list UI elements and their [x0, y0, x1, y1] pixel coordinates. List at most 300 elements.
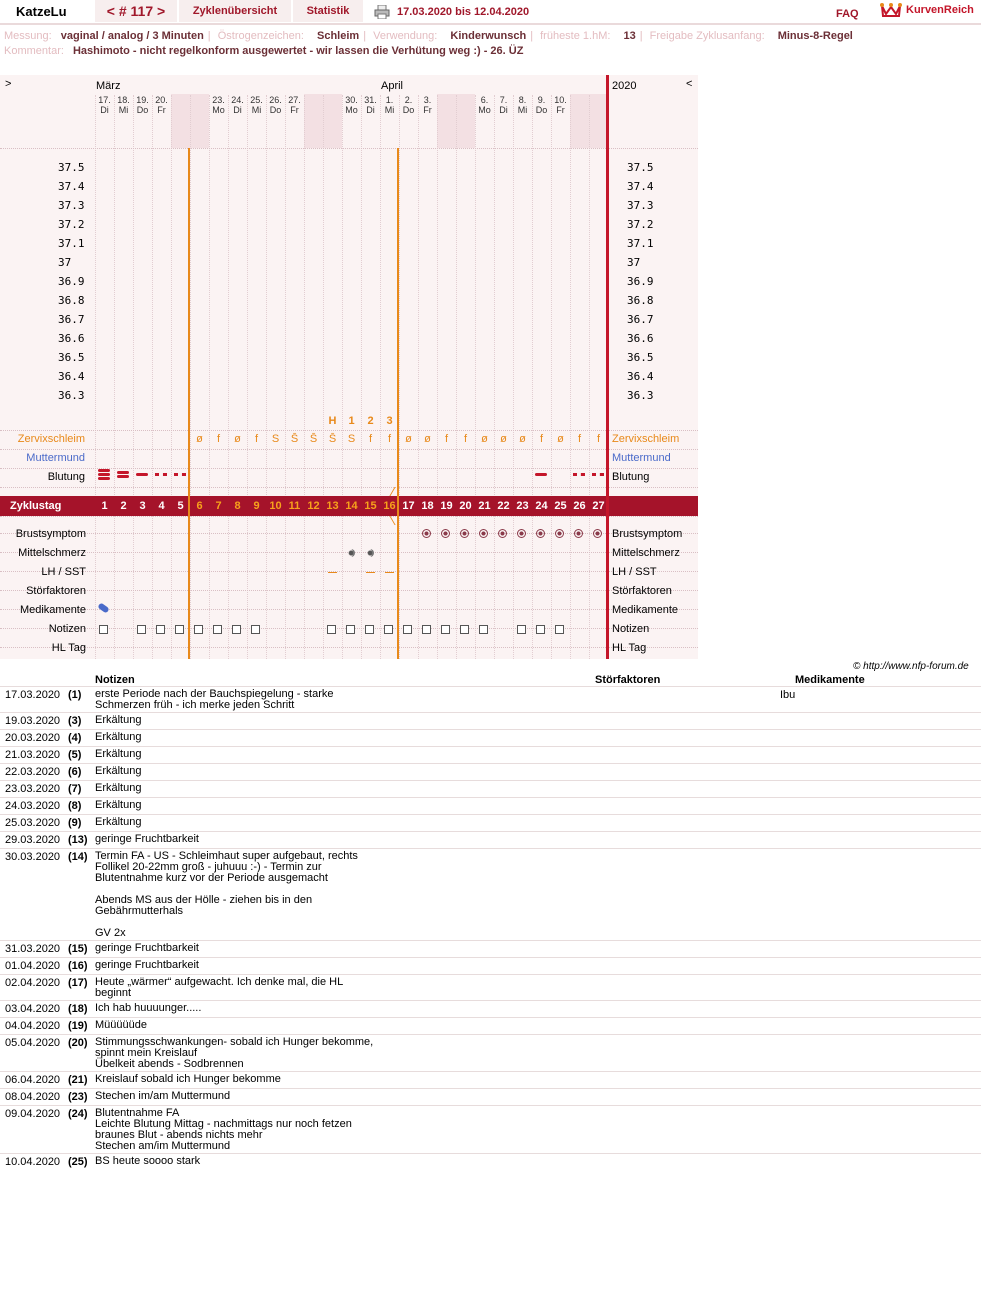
- day-weekday: Fr: [556, 105, 565, 115]
- row-label-mittel: Mittelschmerz: [18, 547, 86, 559]
- row-label-notizen-right: Notizen: [612, 623, 650, 635]
- note-cycle-day: (20): [68, 1037, 88, 1049]
- note-text: Erkältung: [95, 765, 142, 777]
- brand-logo: KurvenReich: [906, 4, 974, 16]
- note-date: 04.04.2020: [5, 1020, 61, 1032]
- pain-icon: [347, 549, 355, 557]
- row-label-hl: HL Tag: [51, 642, 86, 654]
- row-label-medi-right: Medikamente: [612, 604, 679, 616]
- oestrogen-label: Östrogenzeichen:: [217, 30, 304, 42]
- orange-line-1: [188, 148, 190, 659]
- note-date: 25.03.2020: [5, 817, 61, 829]
- zervix-value: ø: [557, 433, 564, 445]
- grid-column-line: [209, 95, 210, 659]
- breast-symptom-icon: [422, 529, 431, 538]
- peak-label: 3: [386, 415, 393, 427]
- note-cycle-day: (21): [68, 1074, 88, 1086]
- temp-tick-left: 36.6: [58, 332, 85, 345]
- zervix-value: ø: [481, 433, 488, 445]
- note-row: [0, 763, 981, 781]
- note-cycle-day: (8): [68, 800, 82, 812]
- blood-mark: [535, 473, 547, 476]
- note-text: erste Periode nach der Bauchspiegelung - starke Schmerzen früh - ich merke jeden Schritt: [95, 688, 334, 711]
- temp-tick-left: 37.2: [58, 218, 85, 231]
- note-date: 06.04.2020: [5, 1074, 61, 1086]
- grid-column-line: [589, 95, 590, 659]
- row-label-muttermund: Muttermund: [26, 452, 85, 464]
- note-cycle-day: (17): [68, 977, 88, 989]
- day-number: 26.: [269, 95, 282, 105]
- grid-row-line: [0, 487, 698, 488]
- note-text: Blutentnahme FA Leichte Blutung Mittag - nachmittags nur noch fetzen braunes Blut - abends nichts mehr Stechen am/im Muttermund: [95, 1107, 352, 1152]
- printer-icon[interactable]: [374, 5, 390, 19]
- temp-tick-right: 37.3: [627, 199, 654, 212]
- day-header-cell: [95, 95, 114, 115]
- weekend-shade: [570, 94, 589, 148]
- note-date: 19.03.2020: [5, 715, 61, 727]
- temp-tick-right: 36.6: [627, 332, 654, 345]
- day-weekday: Di: [366, 105, 375, 115]
- note-icon: [99, 625, 108, 634]
- day-number: 10.: [554, 95, 567, 105]
- temp-tick-right: 36.7: [627, 313, 654, 326]
- breast-symptom-icon: [441, 529, 450, 538]
- weekend-shade: [456, 94, 475, 148]
- grid-column-line: [285, 95, 286, 659]
- zyklustag-value: 5: [177, 500, 184, 512]
- orange-line-2: [397, 148, 399, 659]
- note-text: Erkältung: [95, 799, 142, 811]
- zyklustag-value: 18: [421, 500, 434, 512]
- day-weekday: Do: [535, 105, 548, 115]
- day-weekday: Mo: [345, 105, 358, 115]
- note-date: 02.04.2020: [5, 977, 61, 989]
- zyklustag-value: 3: [139, 500, 146, 512]
- temp-tick-left: 37.5: [58, 161, 85, 174]
- day-weekday: Mo: [478, 105, 491, 115]
- day-header-cell: [380, 95, 399, 115]
- note-date: 09.04.2020: [5, 1108, 61, 1120]
- weekend-shade: [437, 94, 456, 148]
- copyright[interactable]: © http://www.nfp-forum.de: [853, 661, 969, 672]
- note-icon: [213, 625, 222, 634]
- grid-column-line: [266, 95, 267, 659]
- lh-mark: [328, 572, 337, 573]
- note-date: 30.03.2020: [5, 851, 61, 863]
- zyklustag-value: 22: [497, 500, 510, 512]
- note-icon: [536, 625, 545, 634]
- row-label-blutung: Blutung: [47, 471, 85, 483]
- note-cycle-day: (5): [68, 749, 82, 761]
- day-weekday: Do: [269, 105, 282, 115]
- zyklustag-value: 17: [402, 500, 415, 512]
- zyklustag-value: 14: [345, 500, 358, 512]
- note-row: [0, 686, 981, 713]
- temp-tick-left: 37: [58, 256, 72, 269]
- zyklustag-label: Zyklustag: [10, 500, 62, 512]
- note-cycle-day: (16): [68, 960, 88, 972]
- row-label-mittel-right: Mittelschmerz: [612, 547, 680, 559]
- spotting-mark: [573, 473, 585, 476]
- temp-tick-right: 36.3: [627, 389, 654, 402]
- note-cycle-day: (13): [68, 834, 88, 846]
- cycle-end-line: [606, 75, 609, 659]
- temp-tick-left: 36.8: [58, 294, 85, 307]
- day-header-cell: [361, 95, 380, 115]
- top-bar: [0, 0, 981, 24]
- temp-tick-left: 37.4: [58, 180, 85, 193]
- grid-row-line: [0, 590, 698, 591]
- zyklustag-value: 12: [307, 500, 320, 512]
- note-row: [0, 1153, 981, 1171]
- cycle-bracket: [389, 516, 402, 525]
- freigabe-label: Freigabe Zyklusanfang:: [649, 30, 765, 42]
- row-label-stoer-right: Störfaktoren: [612, 585, 672, 597]
- notes-header-stoer: Störfaktoren: [595, 674, 661, 686]
- weekend-shade: [190, 94, 209, 148]
- note-date: 23.03.2020: [5, 783, 61, 795]
- grid-column-line: [171, 95, 172, 659]
- day-weekday: Fr: [290, 105, 299, 115]
- note-row: [0, 974, 981, 1001]
- fh-value: 13: [623, 30, 636, 42]
- day-header-cell: [532, 95, 551, 115]
- row-label-muttermund-right: Muttermund: [612, 452, 671, 464]
- day-number: 1.: [385, 95, 394, 105]
- day-number: 24.: [231, 95, 244, 105]
- blood-mark: [98, 477, 110, 480]
- temp-tick-left: 36.4: [58, 370, 85, 383]
- day-header-cell: [513, 95, 532, 115]
- chart-nav-left[interactable]: >: [5, 78, 12, 90]
- note-row: [0, 780, 981, 798]
- breast-symptom-icon: [479, 529, 488, 538]
- note-row: [0, 814, 981, 832]
- day-header-cell: [209, 95, 228, 115]
- grid-column-line: [551, 95, 552, 659]
- note-text: Heute „wärmer“ aufgewacht. Ich denke mal, die HL beginnt: [95, 976, 344, 999]
- spotting-mark: [155, 473, 167, 476]
- year-label: 2020: [612, 80, 637, 92]
- breast-symptom-icon: [536, 529, 545, 538]
- note-row: [0, 712, 981, 730]
- day-header-cell: [266, 95, 285, 115]
- row-label-zervix-right: Zervixschleim: [612, 433, 680, 445]
- grid-row-line: [0, 516, 698, 517]
- kommentar-label: Kommentar:: [4, 45, 64, 57]
- note-row: [0, 1088, 981, 1106]
- note-icon: [479, 625, 488, 634]
- note-text: Ich hab huuuunger.....: [95, 1002, 202, 1014]
- grid-column-line: [399, 95, 400, 659]
- day-weekday: Di: [100, 105, 109, 115]
- grid-column-line: [133, 95, 134, 659]
- note-icon: [232, 625, 241, 634]
- zervix-value: ø: [234, 433, 241, 445]
- blood-mark: [98, 469, 110, 472]
- grid-column-line: [190, 95, 191, 659]
- temp-tick-right: 36.9: [627, 275, 654, 288]
- temp-tick-left: 37.3: [58, 199, 85, 212]
- zyklustag-value: 8: [234, 500, 241, 512]
- note-icon: [384, 625, 393, 634]
- note-text: Erkältung: [95, 782, 142, 794]
- note-medication: Ibu: [780, 689, 796, 701]
- day-weekday: Mi: [384, 105, 395, 115]
- note-row: [0, 957, 981, 975]
- verwendung-label: Verwendung:: [373, 30, 438, 42]
- zyklustag-value: 11: [288, 500, 301, 512]
- day-weekday: Do: [402, 105, 415, 115]
- note-text: Erkältung: [95, 748, 142, 760]
- tab-cycle-overview[interactable]: Zyklenübersicht: [179, 0, 291, 22]
- day-number: 2.: [404, 95, 413, 105]
- note-text: Stimmungsschwankungen- sobald ich Hunger bekomme, spinnt mein Kreislauf Übelkeit abends - Sodbrennen: [95, 1036, 374, 1070]
- grid-column-line: [532, 95, 533, 659]
- peak-label: H: [328, 415, 337, 427]
- grid-column-line: [494, 95, 495, 659]
- peak-label: 2: [367, 415, 374, 427]
- note-cycle-day: (25): [68, 1156, 88, 1168]
- breast-symptom-icon: [460, 529, 469, 538]
- day-header-cell: [494, 95, 513, 115]
- verwendung-value: Kinderwunsch: [450, 30, 527, 42]
- zyklustag-value: 27: [592, 500, 605, 512]
- zyklustag-value: 1: [101, 500, 108, 512]
- row-label-zervix: Zervixschleim: [17, 433, 85, 445]
- day-number: 8.: [518, 95, 527, 105]
- grid-column-line: [95, 95, 96, 659]
- zyklustag-value: 21: [478, 500, 491, 512]
- note-date: 20.03.2020: [5, 732, 61, 744]
- note-icon: [441, 625, 450, 634]
- zyklustag-value: 4: [158, 500, 165, 512]
- temp-tick-left: 36.5: [58, 351, 85, 364]
- zervix-value: f: [444, 433, 449, 445]
- temp-tick-right: 36.8: [627, 294, 654, 307]
- zyklustag-value: 26: [573, 500, 586, 512]
- meta-line-1: Messung: vaginal / analog / 3 Minuten | Östrogenzeichen: Schleim | Verwendung: Kinderwunsch | früheste 1.hM: 13 | Freigabe Zyklusanfang: Minus-8-Regel: [4, 30, 853, 42]
- note-cycle-day: (24): [68, 1108, 88, 1120]
- cycle-bracket: [389, 487, 402, 496]
- day-weekday: Mi: [517, 105, 528, 115]
- zyklustag-value: 7: [215, 500, 222, 512]
- note-text: Termin FA - US - Schleimhaut super aufgebaut, rechts Follikel 20-22mm groß - juhuuu :-) - Termin zur Blutentnahme kurz vor der Periode ausgemacht Abends MS aus der Hölle - ziehen bis in den Gebährmutterhals GV 2x: [95, 850, 358, 939]
- day-number: 27.: [288, 95, 301, 105]
- note-icon: [365, 625, 374, 634]
- row-label-hl-right: HL Tag: [612, 642, 647, 654]
- day-number: 30.: [345, 95, 358, 105]
- note-date: 21.03.2020: [5, 749, 61, 761]
- temp-tick-right: 37: [627, 256, 641, 269]
- day-weekday: Mo: [212, 105, 225, 115]
- row-label-medi: Medikamente: [19, 604, 86, 616]
- note-row: [0, 729, 981, 747]
- grid-column-line: [342, 95, 343, 659]
- row-label-blutung-right: Blutung: [612, 471, 650, 483]
- note-icon: [251, 625, 260, 634]
- note-date: 24.03.2020: [5, 800, 61, 812]
- zyklustag-value: 2: [120, 500, 127, 512]
- note-icon: [422, 625, 431, 634]
- grid-column-line: [380, 95, 381, 659]
- zyklustag-value: 24: [535, 500, 548, 512]
- day-header-cell: [247, 95, 266, 115]
- day-header-cell: [152, 95, 171, 115]
- grid-row-line: [0, 148, 698, 149]
- zyklustag-value: 6: [196, 500, 203, 512]
- note-row: [0, 1071, 981, 1089]
- row-label-brust: Brustsymptom: [15, 528, 86, 540]
- grid-column-line: [361, 95, 362, 659]
- zyklustag-value: 20: [459, 500, 472, 512]
- note-icon: [194, 625, 203, 634]
- temp-tick-right: 36.5: [627, 351, 654, 364]
- note-cycle-day: (14): [68, 851, 88, 863]
- note-date: 08.04.2020: [5, 1091, 61, 1103]
- zervix-value: S: [347, 433, 356, 445]
- zervix-value: S̄: [309, 433, 318, 445]
- note-icon: [403, 625, 412, 634]
- blood-mark: [136, 473, 148, 476]
- weekend-shade: [171, 94, 190, 148]
- cycle-nav[interactable]: < # 117 >: [95, 0, 177, 22]
- temp-tick-right: 36.4: [627, 370, 654, 383]
- note-text: Kreislauf sobald ich Hunger bekomme: [95, 1073, 281, 1085]
- day-weekday: Fr: [423, 105, 432, 115]
- weekend-shade: [304, 94, 323, 148]
- note-cycle-day: (23): [68, 1091, 88, 1103]
- messung-label: Messung:: [4, 30, 52, 42]
- tab-statistics[interactable]: Statistik: [293, 0, 363, 22]
- pill-icon: [97, 602, 109, 613]
- notes-header-medi: Medikamente: [795, 674, 865, 686]
- username: KatzeLu: [16, 4, 67, 19]
- grid-column-line: [228, 95, 229, 659]
- note-text: Erkältung: [95, 731, 142, 743]
- zervix-value: ø: [500, 433, 507, 445]
- pain-icon: [366, 549, 374, 557]
- note-icon: [327, 625, 336, 634]
- note-row: [0, 1017, 981, 1035]
- grid-row-line: [0, 449, 698, 450]
- spotting-mark: [174, 473, 186, 476]
- spotting-mark: [592, 473, 604, 476]
- row-label-lh-right: LH / SST: [612, 566, 657, 578]
- zervix-value: S̄: [290, 433, 299, 445]
- zyklustag-value: 13: [326, 500, 339, 512]
- zyklustag-value: 25: [554, 500, 567, 512]
- day-number: 7.: [499, 95, 508, 105]
- messung-value: vaginal / analog / 3 Minuten: [60, 30, 204, 42]
- faq-link[interactable]: FAQ: [836, 8, 859, 20]
- note-text: Stechen im/am Muttermund: [95, 1090, 231, 1102]
- note-text: Erkältung: [95, 816, 142, 828]
- grid-column-line: [418, 95, 419, 659]
- zyklustag-value: 15: [364, 500, 377, 512]
- grid-column-line: [323, 95, 324, 659]
- note-icon: [517, 625, 526, 634]
- note-row: [0, 1034, 981, 1072]
- day-weekday: Di: [499, 105, 508, 115]
- day-header-cell: [342, 95, 361, 115]
- oestrogen-value: Schleim: [317, 30, 360, 42]
- day-header-cell: [285, 95, 304, 115]
- day-weekday: Mi: [118, 105, 129, 115]
- zyklustag-value: 19: [440, 500, 453, 512]
- day-header-cell: [114, 95, 133, 115]
- freigabe-value: Minus-8-Regel: [777, 30, 853, 42]
- zervix-value: ø: [405, 433, 412, 445]
- note-date: 01.04.2020: [5, 960, 61, 972]
- blood-mark: [98, 473, 110, 476]
- note-row: [0, 831, 981, 849]
- day-number: 19.: [136, 95, 149, 105]
- note-icon: [175, 625, 184, 634]
- day-header-cell: [228, 95, 247, 115]
- day-number: 3.: [423, 95, 432, 105]
- note-date: 31.03.2020: [5, 943, 61, 955]
- grid-row-line: [0, 647, 698, 648]
- crown-icon: [880, 2, 902, 21]
- month-april: April: [381, 80, 404, 92]
- temp-tick-right: 37.1: [627, 237, 654, 250]
- breast-symptom-icon: [498, 529, 507, 538]
- note-icon: [460, 625, 469, 634]
- temp-tick-left: 36.3: [58, 389, 85, 402]
- day-weekday: Mi: [251, 105, 262, 115]
- note-cycle-day: (6): [68, 766, 82, 778]
- breast-symptom-icon: [555, 529, 564, 538]
- month-maerz: März: [96, 80, 121, 92]
- note-icon: [137, 625, 146, 634]
- note-date: 17.03.2020: [5, 689, 61, 701]
- note-cycle-day: (19): [68, 1020, 88, 1032]
- meta-line-2: [4, 45, 523, 57]
- blood-mark: [117, 471, 129, 474]
- zyklustag-value: 23: [516, 500, 529, 512]
- chart-nav-right[interactable]: <: [686, 78, 693, 90]
- zyklustag-value: 9: [253, 500, 260, 512]
- row-label-stoer: Störfaktoren: [26, 585, 86, 597]
- day-weekday: Fr: [157, 105, 166, 115]
- notes-header-notizen: Notizen: [95, 674, 135, 686]
- cycle-chart: [0, 75, 698, 659]
- grid-row-line: [0, 571, 698, 572]
- grid-row-line: [0, 430, 698, 431]
- zervix-value: ø: [196, 433, 203, 445]
- fh-label: früheste 1.hM:: [540, 30, 611, 42]
- note-date: 03.04.2020: [5, 1003, 61, 1015]
- note-text: BS heute soooo stark: [95, 1155, 201, 1167]
- day-number: 9.: [537, 95, 546, 105]
- grid-column-line: [304, 95, 305, 659]
- note-row: [0, 848, 981, 941]
- grid-column-line: [114, 95, 115, 659]
- breast-symptom-icon: [593, 529, 602, 538]
- lh-mark: [366, 572, 375, 573]
- note-cycle-day: (7): [68, 783, 82, 795]
- temp-tick-right: 37.5: [627, 161, 654, 174]
- note-icon: [555, 625, 564, 634]
- note-text: geringe Fruchtbarkeit: [95, 959, 199, 971]
- zervix-value: f: [387, 433, 392, 445]
- day-number: 31.: [364, 95, 377, 105]
- day-weekday: Di: [233, 105, 242, 115]
- note-text: Müüüüüde: [95, 1019, 147, 1031]
- grid-column-line: [437, 95, 438, 659]
- note-date: 29.03.2020: [5, 834, 61, 846]
